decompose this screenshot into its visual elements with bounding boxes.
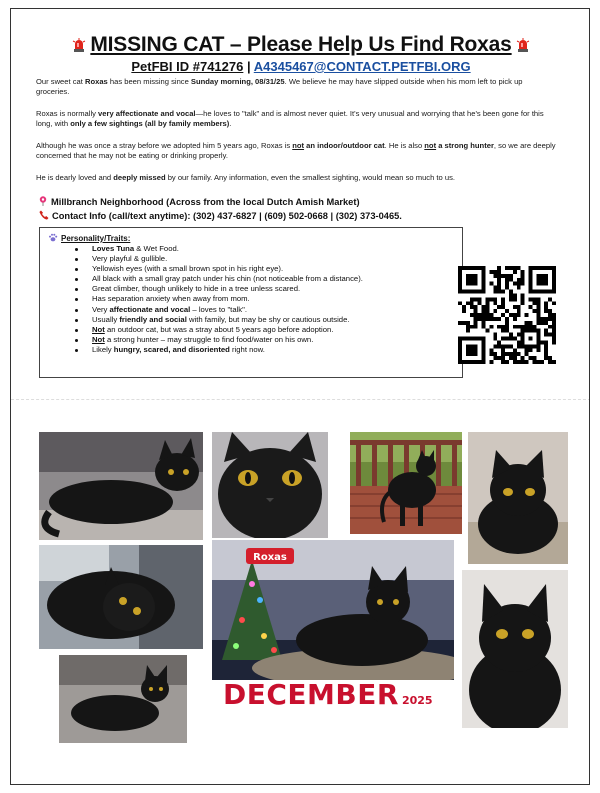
police-light-icon [516,38,530,52]
trait-text: All black with a small gray patch under his chin (not noticeable from a distance). [92,274,363,284]
december-banner [223,678,433,711]
trait-text: – loves to "talk". [190,304,248,314]
emphasis: a strong hunter [436,141,494,150]
trait-underline: Not [92,334,105,344]
list-item [48,254,454,264]
trait-text: Usually [92,314,120,324]
emphasis: very affectionate and vocal [98,109,196,118]
list-item [48,325,454,335]
text-run: Although he was once a stray before we adopted him 5 years ago, Roxas is [36,141,293,150]
text-run: Our sweet cat [36,77,85,86]
list-item [48,244,454,254]
location-line [39,196,499,207]
history-paragraph [36,141,556,160]
year-label: 2025 [401,694,433,707]
cat-photo-christmas [212,540,454,680]
emphasis: not [424,141,437,150]
qr-code[interactable] [458,266,556,364]
page-divider [11,399,590,400]
traits-heading: Personality/Traits: [61,234,131,243]
trait-text: an outdoor cat, but was a stray about 5 years ago before adoption. [104,324,334,334]
emphasis: not [292,141,305,150]
trait-text: Very [92,304,110,314]
text-run: Roxas is normally [36,109,99,118]
flyer-page [10,8,590,785]
cat-photo-closeup [212,432,328,538]
list-item [48,335,454,345]
id-row [11,59,590,74]
trait-text: with family, but may be shy or cautious outside. [186,314,350,324]
emphasis: deeply missed [113,173,166,182]
trait-bold: Loves Tuna [92,244,135,253]
traits-heading-row [48,233,454,243]
trait-bold: affectionate and vocal [109,304,191,314]
cat-photo-carpet [468,432,568,564]
separator: | [246,59,251,74]
list-item [48,305,454,315]
cat-name: Roxas [84,77,108,86]
contact-text: Contact Info (call/text anytime): (302) 437-6827 | (609) 502-0668 | (302) 373-0465. [52,211,402,221]
behavior-paragraph [36,109,556,128]
text-run: . He is also [384,141,425,150]
text-run: —he loves to "talk" and is almost never quiet. It's very unusual and worrying that he's been gone for this long, with [36,109,544,128]
trait-text: right now. [229,344,265,354]
title-row [11,33,590,57]
intro-paragraph [36,77,556,96]
cat-photo-deck [350,432,462,534]
map-pin-icon [39,196,47,206]
phone-icon [39,210,49,220]
list-item [48,294,454,304]
cat-photo-lounging [39,545,203,649]
list-item [48,345,454,355]
trait-bold: friendly and social [119,314,187,324]
petfbi-id: PetFBI ID #741276 [131,59,244,74]
trait-underline: Not [92,324,105,334]
list-item [48,284,454,294]
page-title: MISSING CAT – Please Help Us Find Roxas [90,33,512,56]
location-text: Millbranch Neighborhood (Across from the local Dutch Amish Market) [51,197,360,207]
text-run: . [229,118,232,128]
missing-date: Sunday morning, 08/31/25 [190,77,285,86]
trait-text: Likely [92,344,114,354]
trait-text: Yellowish eyes (with a small brown spot in his right eye). [92,264,284,274]
trait-text: & Wet Food. [134,244,179,253]
text-run: , so we are deeply concerned that he may not be eating or drinking properly. [36,141,556,160]
month-label: DECEMBER [223,678,399,711]
trait-text: Has separation anxiety when away from mom. [92,294,250,304]
trait-text: a strong hunter – may struggle to find food/water on his own. [104,334,314,344]
text-run: He is dearly loved and [36,173,114,182]
list-item [48,274,454,284]
list-item [48,315,454,325]
trait-text: Very playful & gullible. [92,254,168,264]
cat-photo-portrait [462,570,568,728]
closing-paragraph [36,173,556,183]
cat-photo-couch [59,655,187,743]
text-run: . We believe he may have slipped outside when his mom left to pick up groceries. [36,77,523,96]
trait-bold: hungry, scared, and disoriented [113,344,230,354]
list-item [48,264,454,274]
emphasis: only a few sightings (all by family members) [70,118,230,128]
cat-photo-sofa [39,432,203,540]
contact-line [39,210,499,221]
text-run: by our family. Any information, even the smallest sighting, would mean so much to us. [165,173,455,182]
contact-email-link[interactable]: A4345467@CONTACT.PETFBI.ORG [253,59,471,74]
emphasis: an indoor/outdoor cat [304,141,385,150]
traits-list [48,244,454,355]
cat-name-sticker: Roxas [253,552,287,563]
trait-text: Great climber, though unlikely to hide in a tree unless scared. [92,284,301,294]
police-light-icon [72,38,86,52]
text-run: has been missing since [107,77,191,86]
paw-print-icon [48,233,58,242]
traits-box [39,227,463,378]
